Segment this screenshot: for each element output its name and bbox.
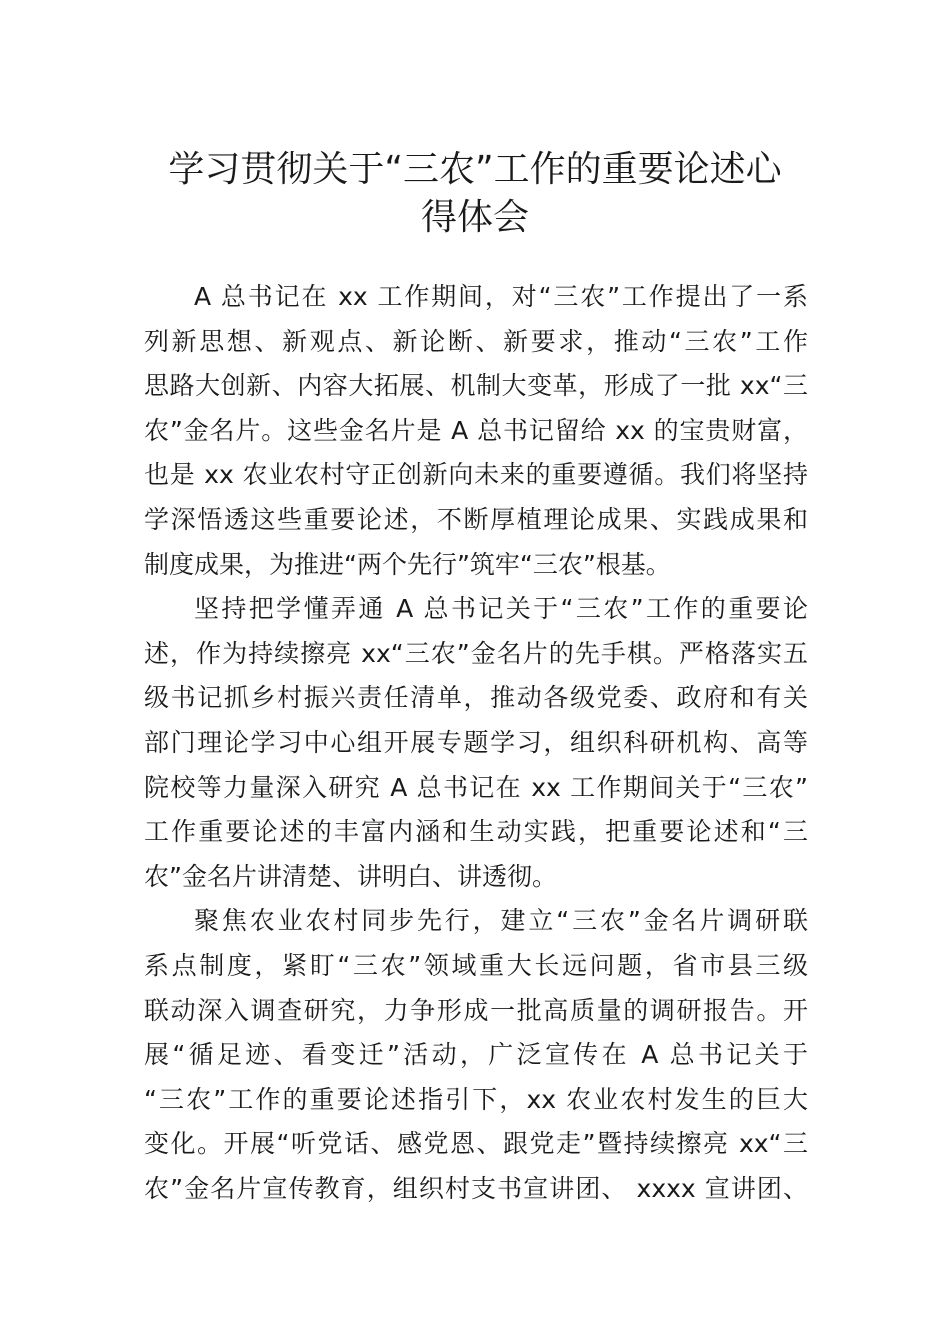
title-line: 学习贯彻关于“三农”工作的重要论述心 xyxy=(168,149,782,190)
text-line: 农”金名片宣传教育，组织村支书宣讲团、 xxxx 宣讲团、 xyxy=(144,1173,808,1203)
text-line: 农”金名片讲清楚、讲明白、讲透彻。 xyxy=(144,861,557,891)
text-line: 展“循足迹、看变迁”活动，广泛宣传在 A 总书记关于 xyxy=(144,1040,808,1070)
text-line: 系点制度，紧盯“三农”领域重大长远问题，省市县三级 xyxy=(144,950,808,980)
title-line: 得体会 xyxy=(420,197,529,238)
text-line: 院校等力量深入研究 A 总书记在 xx 工作期间关于“三农” xyxy=(144,772,808,802)
text-line: 述，作为持续擦亮 xx“三农”金名片的先手棋。严格落实五 xyxy=(144,638,808,668)
text-line: 农”金名片。这些金名片是 A 总书记留给 xx 的宝贵财富， xyxy=(144,415,808,445)
text-line: 学深悟透这些重要论述，不断厚植理论成果、实践成果和 xyxy=(144,504,808,534)
text-line: 也是 xx 农业农村守正创新向未来的重要遵循。我们将坚持 xyxy=(144,460,808,490)
text-line: 工作重要论述的丰富内涵和生动实践，把重要论述和“三 xyxy=(144,817,808,847)
document-title xyxy=(140,146,810,242)
text-line: 变化。开展“听党话、感党恩、跟党走”暨持续擦亮 xx“三 xyxy=(144,1129,808,1159)
text-line: 思路大创新、内容大拓展、机制大变革，形成了一批 xx“三 xyxy=(144,371,808,401)
text-line: A 总书记在 xx 工作期间，对“三农”工作提出了一系 xyxy=(194,282,808,311)
text-line: 坚持把学懂弄通 A 总书记关于“三农”工作的重要论 xyxy=(194,594,808,624)
document-body xyxy=(144,275,808,1211)
text-line: 联动深入调查研究，力争形成一批高质量的调研报告。开 xyxy=(144,995,808,1025)
text-line: “三农”工作的重要论述指引下，xx 农业农村发生的巨大 xyxy=(144,1084,808,1114)
text-line: 制度成果，为推进“两个先行”筑牢“三农”根基。 xyxy=(144,549,671,579)
text-line: 聚焦农业农村同步先行，建立“三农”金名片调研联 xyxy=(194,906,808,936)
text-line: 部门理论学习中心组开展专题学习，组织科研机构、高等 xyxy=(144,727,808,757)
text-line: 级书记抓乡村振兴责任清单，推动各级党委、政府和有关 xyxy=(144,683,808,713)
text-line: 列新思想、新观点、新论断、新要求，推动“三农”工作 xyxy=(144,326,808,356)
